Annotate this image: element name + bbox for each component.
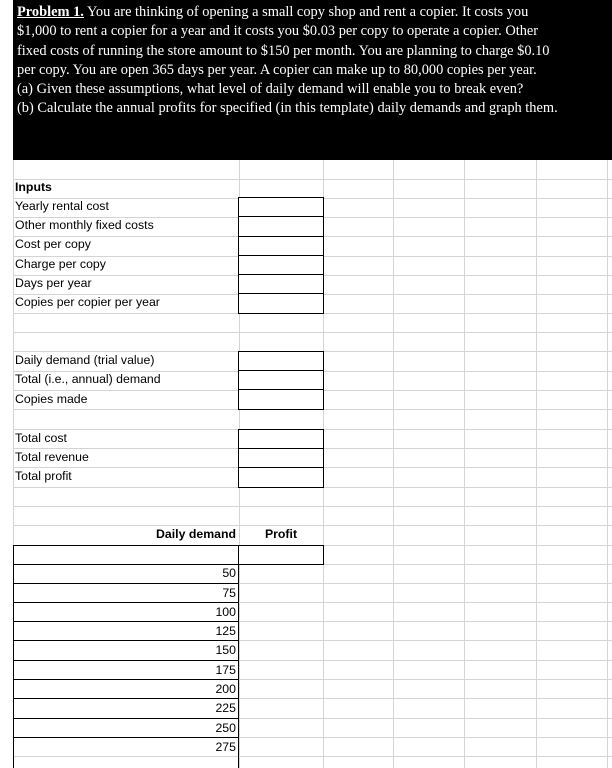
label-copies-made: Copies made: [15, 392, 88, 406]
problem-line-1: [17, 3, 606, 22]
label-other-monthly-fixed-costs: Other monthly fixed costs: [15, 218, 154, 232]
table-corner-cell[interactable]: [13, 545, 240, 565]
daily-demand-value[interactable]: 250: [13, 718, 239, 738]
cell-total-cost[interactable]: [238, 429, 324, 449]
problem-line-4: per copy. You are open 365 days per year. A copier can make up to 80,000 copies per year.: [17, 61, 537, 78]
gridline: [464, 160, 465, 768]
cell-copies-made[interactable]: [238, 389, 324, 410]
label-yearly-rental-cost: Yearly rental cost: [15, 199, 109, 213]
table-formula-cell[interactable]: [238, 545, 324, 565]
daily-demand-value[interactable]: 200: [13, 679, 239, 699]
label-cost-per-copy: Cost per copy: [15, 237, 91, 251]
label-total-annual-demand: Total (i.e., annual) demand: [15, 372, 161, 386]
gridline: [13, 506, 612, 507]
label-total-profit: Total profit: [15, 469, 72, 483]
gridline: [607, 160, 608, 768]
daily-demand-value[interactable]: 100: [13, 602, 239, 622]
col-header-profit: Profit: [264, 527, 298, 541]
gridline: [536, 160, 537, 768]
label-total-cost: Total cost: [15, 431, 67, 445]
input-daily-demand-trial[interactable]: [238, 351, 324, 371]
problem-line-2: $1,000 to rent a copier for a year and it costs you $0.03 per copy to operate a copier. Other: [17, 23, 539, 40]
problem-statement: [13, 0, 612, 160]
label-total-revenue: Total revenue: [15, 450, 89, 464]
problem-line-5: (a) Given these assumptions, what level of daily demand will enable you to break even?: [17, 81, 524, 98]
gridline: [13, 179, 612, 180]
problem-line-3: fixed costs of running the store amount to $150 per month. You are planning to charge $0.10: [17, 42, 550, 59]
input-yearly-rental-cost[interactable]: [238, 197, 324, 217]
input-cost-per-copy[interactable]: [238, 236, 324, 257]
daily-demand-value[interactable]: 75: [13, 583, 239, 603]
label-daily-demand-trial: Daily demand (trial value): [15, 353, 155, 367]
input-charge-per-copy[interactable]: [238, 255, 324, 276]
label-charge-per-copy: Charge per copy: [15, 257, 106, 271]
inputs-heading: Inputs: [15, 180, 52, 194]
problem-text: You are thinking of opening a small copy shop and rent a copier. It costs you: [83, 4, 529, 20]
label-copies-per-copier: Copies per copier per year: [15, 295, 160, 309]
cell-total-profit[interactable]: [238, 467, 324, 488]
gridline: [393, 160, 394, 768]
input-other-monthly-fixed-costs[interactable]: [238, 216, 324, 237]
daily-demand-value[interactable]: 225: [13, 698, 239, 718]
input-copies-per-copier[interactable]: [238, 293, 324, 314]
gridline: [13, 332, 612, 333]
daily-demand-value[interactable]: 50: [222, 566, 236, 580]
daily-demand-value[interactable]: 175: [13, 660, 239, 680]
problem-title: Problem 1.: [17, 4, 84, 20]
daily-demand-value[interactable]: 150: [13, 640, 239, 660]
cell-total-annual-demand[interactable]: [238, 370, 324, 391]
daily-demand-value[interactable]: 275: [13, 737, 239, 757]
cell-total-revenue[interactable]: [238, 448, 324, 469]
problem-line-6: (b) Calculate the annual profits for specified (in this template) daily demands and graph them.: [17, 100, 558, 117]
daily-demand-value[interactable]: 125: [13, 621, 239, 641]
col-header-daily-demand: Daily demand: [156, 527, 236, 541]
input-days-per-year[interactable]: [238, 274, 324, 295]
label-days-per-year: Days per year: [15, 276, 92, 290]
